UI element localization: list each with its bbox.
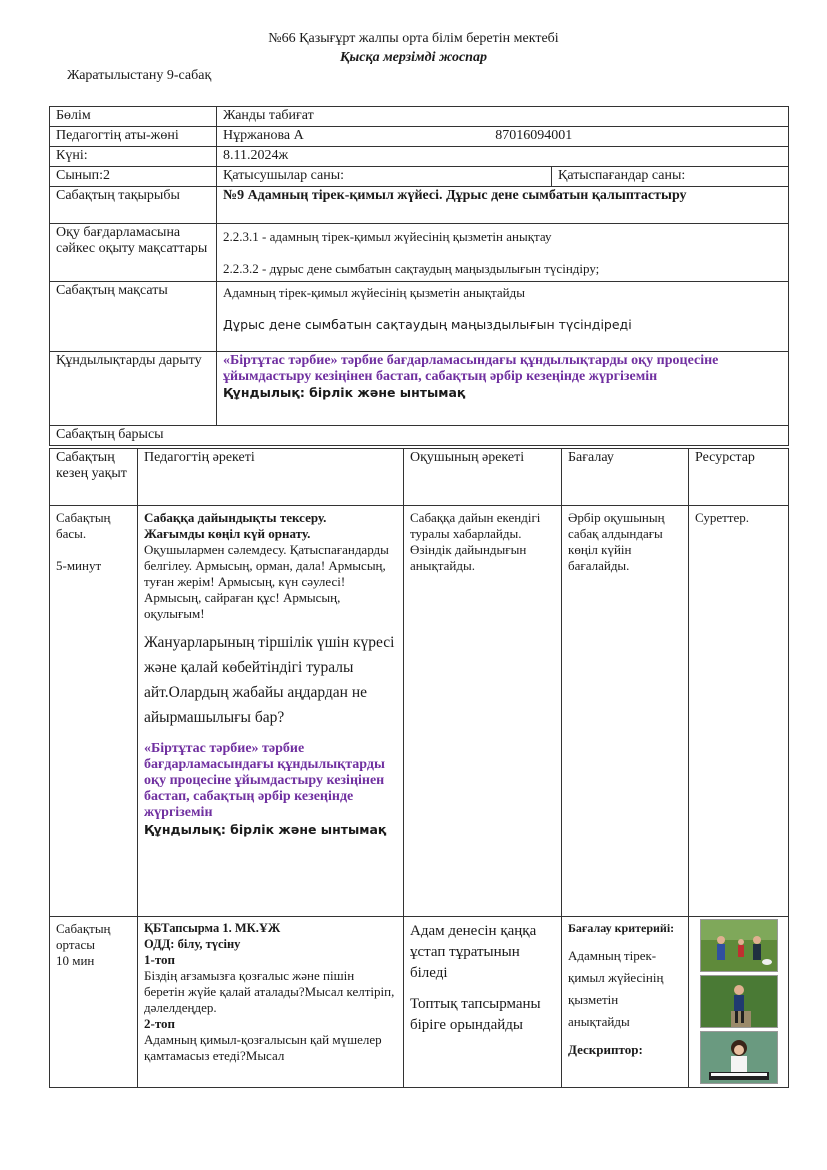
row2-group2-text: Адамның қимыл-қозғалысын қай мүшелер қамтамасыз етеді?Мысал bbox=[144, 1032, 382, 1063]
teacher-label: Педагогтің аты-жөні bbox=[50, 127, 217, 147]
attendees-label: Қатыспағандар саны: bbox=[552, 167, 789, 187]
row1-teacher-question: Жануарларының тіршілік үшін күресі және қалай көбейтіндігі туралы айт.Олардың жабайы аңдардан не айырмашылығы бар? bbox=[144, 634, 395, 726]
row1-teacher-text: Оқушылармен сәлемдесу. Қатыспағандарды белгілеу. Армысың, орман, дала! Армысың, туған жерім! Армысың, күн сәулесі! Армысың, сайраған құс! Армысың, оқулығым! bbox=[144, 542, 389, 621]
topic-value: №9 Адамның тірек-қимыл жүйесі. Дұрыс дене сымбатын қалыптастыру bbox=[217, 187, 789, 224]
col-resources: Ресурстар bbox=[689, 449, 789, 506]
row2-odd: ОДД: білу, түсіну bbox=[144, 937, 241, 951]
teacher-phone: 87016094001 bbox=[495, 128, 573, 143]
row2-teacher bbox=[138, 917, 404, 1088]
date-value: 8.11.2024ж bbox=[217, 147, 789, 167]
row2-student-2: Топтық тапсырманы біріге орындайды bbox=[410, 996, 541, 1033]
col-teacher: Педагогтің әрекеті bbox=[138, 449, 404, 506]
girl-piano-photo bbox=[700, 1031, 778, 1084]
aims-label: Сабақтың мақсаты bbox=[50, 282, 217, 352]
row1-student: Сабаққа дайын екендігі туралы хабарлайды. Өзіндік дайындығын анықтайды. bbox=[404, 506, 562, 917]
row2-student-1: Адам денесін қаңқа ұстап тұратынын біледі bbox=[410, 923, 537, 981]
col-stage: Сабақтың кезең уақыт bbox=[50, 449, 138, 506]
row2-task: ҚБТапсырма 1. МК.ҰЖ bbox=[144, 921, 281, 935]
col-student: Оқушының әрекеті bbox=[404, 449, 562, 506]
date-label: Күні: bbox=[50, 147, 217, 167]
row1-resources: Суреттер. bbox=[689, 506, 789, 917]
teacher-name: Нұржанова А bbox=[223, 128, 304, 143]
topic-label: Сабақтың тақырыбы bbox=[50, 187, 217, 224]
row2-descriptor-label: Дескриптор: bbox=[568, 1042, 643, 1057]
lesson-progress-table bbox=[49, 448, 789, 1088]
row2-stage bbox=[50, 917, 138, 1088]
teacher-cell bbox=[217, 127, 789, 147]
col-assessment: Бағалау bbox=[562, 449, 689, 506]
row2-criteria-label: Бағалау критерийі: bbox=[568, 921, 675, 935]
aims-cell bbox=[217, 282, 789, 352]
values-label: Құндылықтарды дарыту bbox=[50, 352, 217, 426]
participants-label: Қатысушылар саны: bbox=[217, 167, 552, 187]
section-value: Жанды табиғат bbox=[217, 107, 789, 127]
row2-student bbox=[404, 917, 562, 1088]
values-program: «Біртұтас тәрбие» тәрбие бағдарламасындағы құндылықтарды оқу процесіне ұйымдастыру кезіңінен бастап, сабақтың әрбір кезеңінде жүргіземін bbox=[223, 353, 719, 384]
school-name: №66 Қазығұрт жалпы орта білім беретін мектебі bbox=[268, 31, 559, 46]
goals-cell bbox=[217, 224, 789, 282]
aim-2: Дұрыс дене сымбатын сақтаудың маңыздылығын түсіндіреді bbox=[223, 317, 632, 332]
row2-stage-name: Сабақтың ортасы bbox=[56, 921, 111, 952]
row1-stage-name: Сабақтың басы. bbox=[56, 510, 111, 541]
progress-label: Сабақтың барысы bbox=[50, 426, 789, 446]
row1-assessment: Әрбір оқушының сабақ алдындағы көңіл күйін бағалайды. bbox=[562, 506, 689, 917]
row2-group1: 1-топ bbox=[144, 952, 176, 967]
section-label: Бөлім bbox=[50, 107, 217, 127]
class-label: Сынып:2 bbox=[50, 167, 217, 187]
row1-teacher-values: «Біртұтас тәрбие» тәрбие бағдарламасындағы құндылықтарды оқу процесіне ұйымдастыру кезіңінен бастап, сабақтың әрбір кезеңінде жүргіземін bbox=[144, 741, 385, 820]
row2-group2: 2-топ bbox=[144, 1016, 176, 1031]
row2-criteria-text: Адамның тірек-қимыл жүйесінің қызметін анықтайды bbox=[568, 948, 664, 1029]
row2-group1-text: Біздің ағзамызға қозғалыс және пішін беретін жүйе қалай аталады?Мысал келтіріп, дәлелдеңдер. bbox=[144, 968, 395, 1015]
lesson-info-table bbox=[49, 106, 789, 446]
goal-2: 2.2.3.2 - дұрыс дене сымбатын сақтаудың маңыздылығын түсіндіру; bbox=[223, 261, 600, 276]
row1-teacher-check: Сабаққа дайындықты тексеру. bbox=[144, 510, 327, 525]
plan-title: Қысқа мерзімді жоспар bbox=[340, 50, 487, 65]
goal-1: 2.2.3.1 - адамның тірек-қимыл жүйесінің қызметін анықтау bbox=[223, 229, 552, 244]
row1-stage bbox=[50, 506, 138, 917]
values-cell bbox=[217, 352, 789, 426]
goals-label: Оқу бағдарламасына сәйкес оқыту мақсаттары bbox=[50, 224, 217, 282]
row1-time: 5-минут bbox=[56, 558, 102, 573]
row1-teacher-mood: Жағымды көңіл күй орнату. bbox=[144, 526, 311, 541]
row1-teacher-value: Құндылық: бірлік және ынтымақ bbox=[144, 822, 387, 837]
family-walk-photo bbox=[700, 919, 778, 972]
aim-1: Адамның тірек-қимыл жүйесінің қызметін анықтайды bbox=[223, 285, 525, 300]
row1-teacher bbox=[138, 506, 404, 917]
row2-resources bbox=[689, 917, 789, 1088]
subject-title: Жаратылыстану 9-сабақ bbox=[67, 68, 212, 83]
values-value: Құндылық: бірлік және ынтымақ bbox=[223, 385, 466, 400]
boy-walking-photo bbox=[700, 975, 778, 1028]
row2-assessment bbox=[562, 917, 689, 1088]
row2-time: 10 мин bbox=[56, 953, 95, 968]
